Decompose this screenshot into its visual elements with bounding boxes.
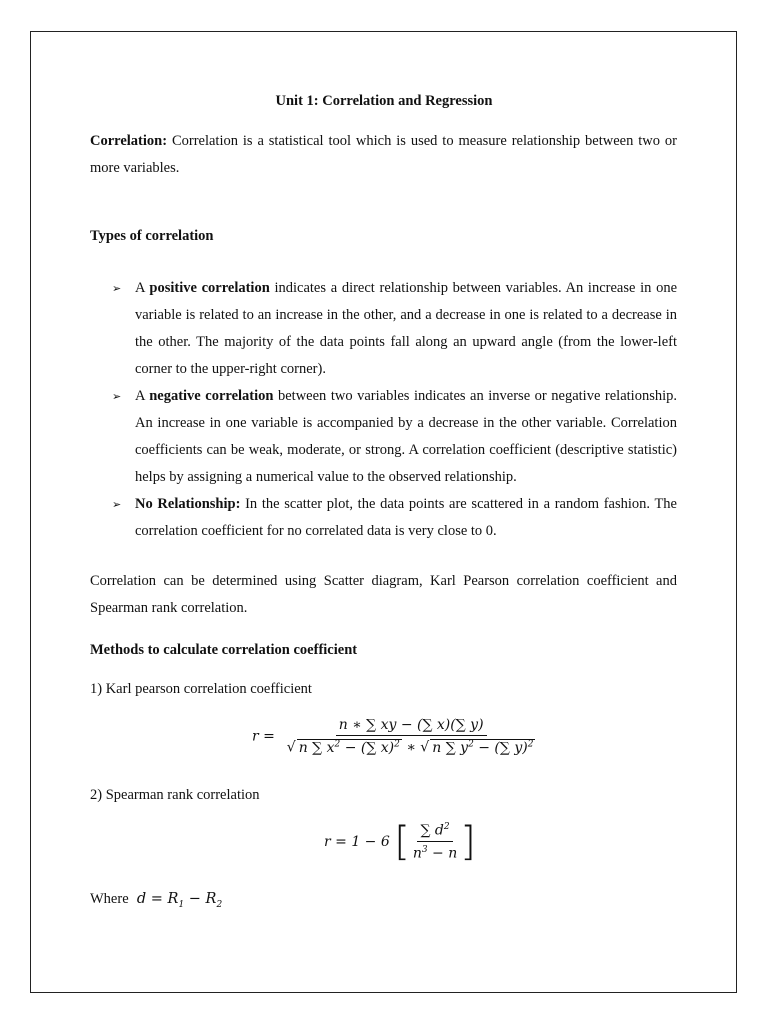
page-title: Unit 1: Correlation and Regression: [275, 93, 493, 109]
types-heading: Types of correlation: [90, 228, 214, 244]
correlation-types-list: [112, 275, 677, 545]
arrow-bullet-icon: ➢: [112, 282, 122, 295]
bullet-term: negative correlation: [149, 388, 274, 404]
bullet-term: No Relationship:: [135, 496, 241, 512]
method-karl-pearson-label: 1) Karl pearson correlation coefficient: [90, 681, 312, 697]
list-item: ➢ No Relationship: In the scatter plot, the data points are scattered in a random fashion. The correlation coefficient for no correlated data is very close to 0.: [112, 491, 677, 545]
rank-difference-formula: $d = R_1 - R_2$: [132, 891, 223, 910]
bullet-term: positive correlation: [149, 280, 270, 296]
definition-text: Correlation is a statistical tool which is used to measure relationship between two or more variables.: [90, 133, 677, 176]
spearman-formula: r = 1 − 6 [ $\frac{\sum d^2}{n^3 - n}$ ]: [324, 819, 476, 865]
arrow-bullet-icon: ➢: [112, 390, 122, 403]
correlation-definition: [90, 128, 677, 182]
list-item: ➢ A positive correlation indicates a direct relationship between variables. An increase in one variable is related to an increase in the other, and a decrease in one is related to a decrease in the other. The majority of the data points fall along an upward angle (from the lower-left corner to the upper-right corner).: [112, 275, 677, 383]
list-item: ➢ A negative correlation between two variables indicates an inverse or negative relationship. An increase in one variable is accompanied by a decrease in the other variable. Correlation coefficients can be weak, moderate, or strong. A correlation coefficient (descriptive statistic) helps by assigning a numerical value to the observed relationship.: [112, 383, 677, 491]
summary-paragraph: Correlation can be determined using Scatter diagram, Karl Pearson correlation coefficient and Spearman rank correlation.: [90, 573, 677, 616]
where-definition: [90, 891, 222, 910]
definition-term: Correlation:: [90, 133, 168, 149]
karl-pearson-formula: r = $\frac{n ∗ \sum xy - (\sum x)(\sum y)}{√ n \sum x^2 - (\sum x)^2 ∗ √ n \sum y^2 - (\sum y)^2}$: [252, 717, 534, 756]
method-spearman-label: 2) Spearman rank correlation: [90, 787, 260, 803]
arrow-bullet-icon: ➢: [112, 498, 122, 511]
methods-heading: Methods to calculate correlation coefficient: [90, 642, 358, 658]
where-label: Where: [90, 891, 129, 907]
